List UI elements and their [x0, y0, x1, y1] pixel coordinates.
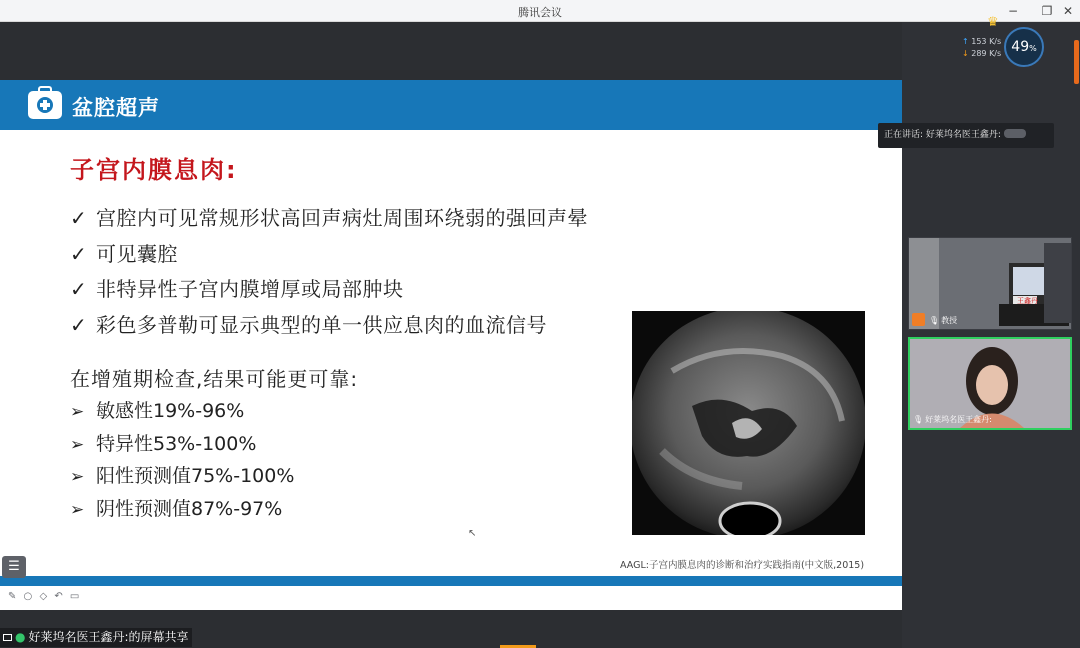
participant-tile[interactable]: [908, 237, 1072, 330]
medical-kit-icon: [28, 91, 62, 119]
slide-subheading: 在增殖期检查,结果可能更可靠:: [70, 367, 359, 391]
network-speed: ↑ 153 K/s ↓ 289 K/s: [962, 37, 1002, 58]
arrow-bullet-icon: ➢: [70, 402, 85, 422]
findings-list: [70, 202, 588, 344]
arrow-bullet-icon: ➢: [70, 467, 85, 487]
list-item: ➢ 特异性53%-100%: [70, 432, 257, 455]
slide-header-title: 盆腔超声: [72, 96, 160, 120]
slide-footer-bar: [0, 576, 902, 586]
speaking-indicator: 正在讲话: 好莱坞名医王鑫丹:: [878, 123, 1054, 148]
ultrasound-image: [632, 311, 865, 535]
screen-share-icon: [3, 634, 12, 641]
list-item: ✓ 彩色多普勒可显示典型的单一供应息肉的血流信号: [70, 312, 547, 337]
stats-list: [70, 396, 294, 526]
slide-citation: AAGL:子宫内膜息肉的诊断和治疗实践指南(中文版,2015): [620, 560, 865, 571]
arrow-bullet-icon: ➢: [70, 434, 85, 455]
restore-button[interactable]: ❐: [1041, 4, 1053, 18]
participant-tile-active[interactable]: [908, 337, 1072, 430]
participants-panel: [902, 22, 1080, 648]
crown-icon: ♛: [987, 15, 999, 30]
person-icon: [912, 313, 925, 326]
list-menu-button[interactable]: ☰: [2, 556, 26, 578]
checkmark-icon: ✓: [70, 241, 88, 266]
annotation-toolbar[interactable]: ✎ ○ ◇ ↶ ▭: [8, 591, 82, 602]
list-item: ➢ 阴性预测值87%-97%: [70, 497, 283, 520]
checkmark-icon: ✓: [70, 206, 88, 230]
cpu-gauge[interactable]: 49%: [1004, 27, 1044, 67]
blurred-name: [1004, 129, 1026, 138]
panel-scrollbar[interactable]: [1074, 40, 1079, 84]
list-item: ✓ 宫腔内可见常规形状高回声病灶周围环绕弱的强回声晕: [70, 206, 588, 230]
list-item: ➢ 阳性预测值75%-100%: [70, 465, 295, 487]
participant-label: 🎙 教授: [909, 313, 957, 329]
list-item: ➢ 敏感性19%-96%: [70, 400, 245, 422]
shared-screen-stage: [0, 22, 902, 648]
title-bar: [0, 0, 1080, 22]
participant-badge: 王鑫丹: [1017, 297, 1038, 305]
mic-icon: ●: [15, 630, 26, 644]
slide-heading: 子宫内膜息肉:: [70, 156, 238, 184]
arrow-bullet-icon: ➢: [70, 499, 85, 520]
participant-label: 🎙 好莱坞名医王鑫丹:: [913, 415, 992, 424]
mic-icon: 🎙: [929, 316, 940, 325]
window-title: 腾讯会议: [518, 6, 562, 19]
list-item: ✓ 可见囊腔: [70, 241, 178, 266]
slide-header: [0, 80, 902, 130]
checkmark-icon: ✓: [70, 277, 88, 301]
minimize-button[interactable]: −: [1007, 4, 1019, 18]
close-button[interactable]: ✕: [1062, 4, 1074, 18]
upload-arrow-icon: ↑: [962, 37, 969, 46]
mic-icon: 🎙: [913, 415, 924, 424]
presentation-slide: [0, 80, 902, 610]
screen-share-label: ● 好莱坞名医王鑫丹:的屏幕共享: [0, 628, 192, 647]
list-item: ✓ 非特异性子宫内膜增厚或局部肿块: [70, 277, 404, 301]
download-arrow-icon: ↓: [962, 49, 969, 58]
mouse-cursor-icon: ↖: [468, 528, 477, 539]
checkmark-icon: ✓: [70, 312, 88, 337]
